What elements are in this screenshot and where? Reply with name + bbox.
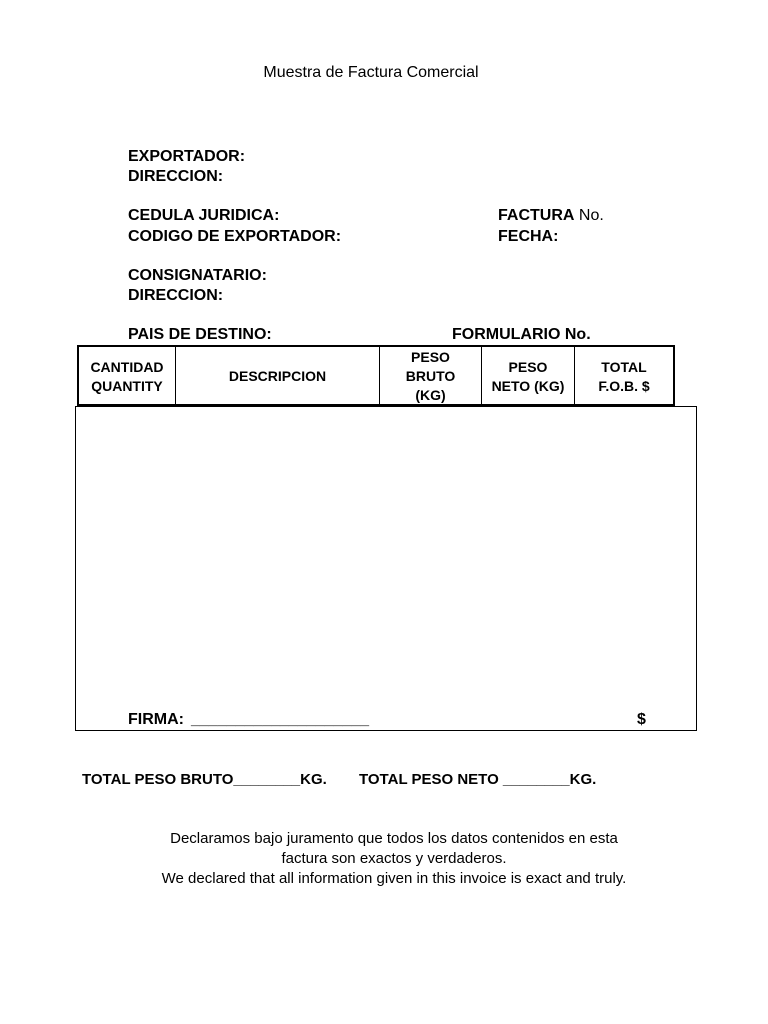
declaration-line-2: factura son exactos y verdaderos. [281,850,507,867]
header-peso-bruto-line1: PESO [411,349,450,365]
factura-no-label [498,207,604,225]
items-table-body [75,406,697,731]
header-total-fob-line2: F.O.B. $ [598,377,650,394]
firma-label: FIRMA: [128,711,184,728]
factura-label-bold: FACTURA [498,207,575,224]
header-peso-bruto-line2: BRUTO [405,368,456,384]
total-peso-neto: TOTAL PESO NETO ________KG. [359,771,597,788]
consignatario-label: CONSIGNATARIO: [128,267,267,284]
header-peso-bruto-line3: (KG) [415,387,446,403]
header-total-fob-line1: TOTAL [601,358,647,375]
factura-label-no: No. [574,207,604,224]
header-cantidad [79,347,175,406]
consignatario-direccion-label: DIRECCION: [128,287,224,304]
pais-destino-label: PAIS DE DESTINO: [128,326,272,343]
header-total-fob [575,347,673,406]
header-cantidad-line2: QUANTITY [91,377,163,394]
header-peso-neto [482,347,574,406]
cedula-juridica-label: CEDULA JURIDICA: [128,207,280,224]
header-peso-bruto [380,347,481,406]
header-cantidad-line1: CANTIDAD [90,358,164,375]
items-table-header [77,345,675,406]
exportador-direccion-label: DIRECCION: [128,168,224,185]
header-peso-neto-line1: PESO [508,358,548,375]
total-peso-bruto: TOTAL PESO BRUTO________KG. [82,771,327,788]
dollar-sign: $ [637,711,646,728]
fecha-label: FECHA: [498,228,559,245]
header-descripcion [176,347,379,406]
header-peso-neto-line2: NETO (KG) [491,377,565,394]
exportador-label: EXPORTADOR: [128,148,246,165]
formulario-no-label: FORMULARIO No. [452,326,591,343]
header-descripcion-label: DESCRIPCION [228,368,327,384]
declaration-line-3: We declared that all information given in this invoice is exact and truly. [161,870,627,887]
page-title: Muestra de Factura Comercial [263,64,479,81]
declaration-line-1: Declaramos bajo juramento que todos los datos contenidos en esta [170,830,618,847]
firma-signature-line: ____________________ [191,711,369,728]
codigo-exportador-label: CODIGO DE EXPORTADOR: [128,228,342,245]
